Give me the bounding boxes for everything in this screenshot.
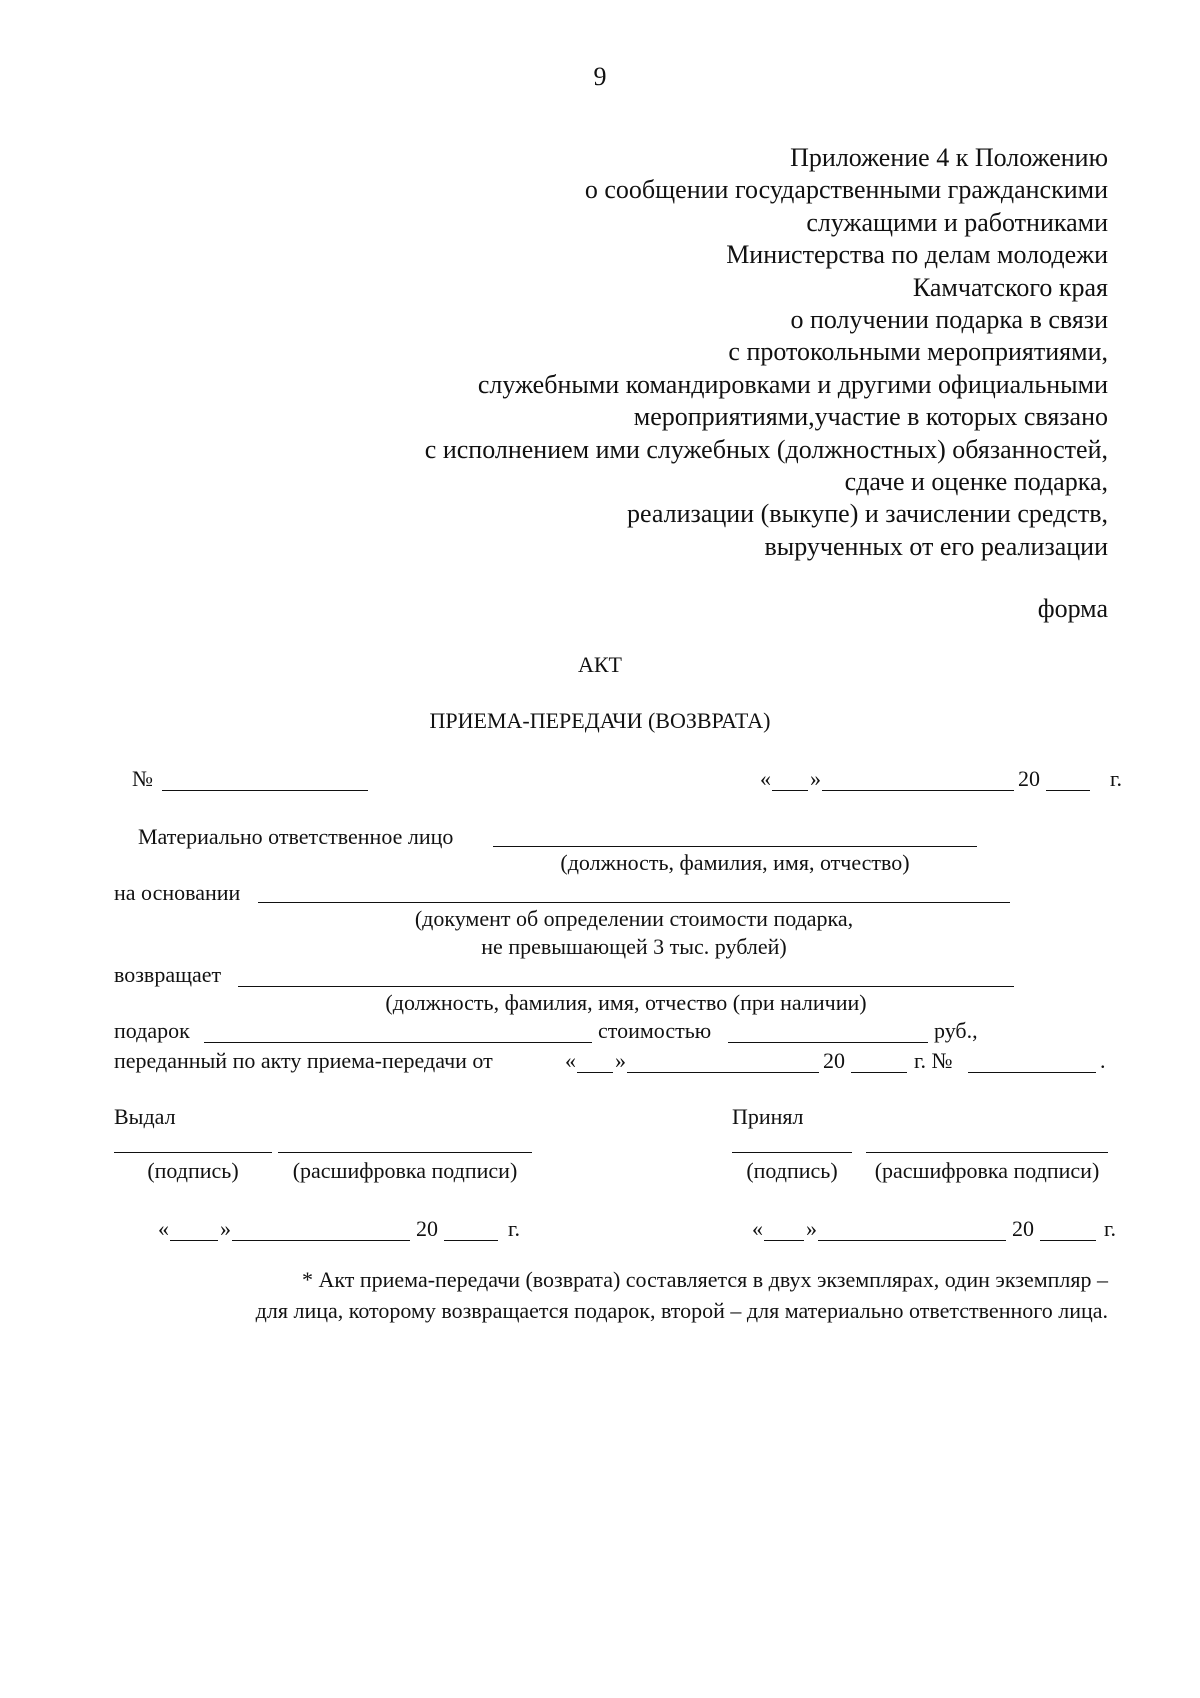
footnote	[256, 1264, 1108, 1326]
decoding-caption: (расшифровка подписи)	[874, 1158, 1100, 1183]
issued-label: Выдал	[114, 1104, 176, 1129]
received-month-field[interactable]	[818, 1240, 1006, 1241]
appendix-line: реализации (выкупе) и зачислении средств,	[627, 499, 1108, 529]
footnote-line: * Акт приема-передачи (возврата) составляется в двух экземплярах, один экземпляр –	[301, 1267, 1108, 1292]
received-day-field[interactable]	[764, 1240, 804, 1241]
gift-name-field[interactable]	[204, 1042, 592, 1043]
quote-close: »	[220, 1216, 231, 1241]
quote-close: »	[806, 1216, 817, 1241]
document-subtitle: ПРИЕМА-ПЕРЕДАЧИ (ВОЗВРАТА)	[429, 708, 771, 733]
appendix-line: Приложение 4 к Положению	[790, 143, 1108, 172]
appendix-line: с исполнением ими служебных (должностных) обязанностей,	[424, 434, 1108, 464]
received-signature-field[interactable]	[732, 1152, 852, 1153]
transfer-day-field[interactable]	[577, 1072, 613, 1073]
page-number: 9	[593, 62, 607, 91]
issued-month-field[interactable]	[232, 1240, 410, 1241]
transfer-act-number-field[interactable]	[968, 1072, 1096, 1073]
received-label: Принял	[732, 1104, 804, 1129]
signature-caption: (подпись)	[147, 1158, 239, 1183]
month-field[interactable]	[822, 790, 1014, 791]
appendix-line: вырученных от его реализации	[764, 531, 1108, 561]
transfer-month-field[interactable]	[627, 1072, 819, 1073]
year-suffix: г.	[508, 1216, 521, 1241]
appendix-line: о получении подарка в связи	[790, 305, 1108, 335]
transferred-label: переданный по акту приема-передачи от	[114, 1048, 493, 1073]
year-suffix: г.	[1110, 766, 1123, 791]
year-prefix: 20	[1012, 1216, 1034, 1241]
transfer-end: .	[1100, 1048, 1106, 1073]
quote-open: «	[752, 1216, 763, 1241]
year-field[interactable]	[1046, 790, 1090, 791]
appendix-line: служащими и работниками	[806, 207, 1108, 237]
quote-open: «	[158, 1216, 169, 1241]
basis-document-field[interactable]	[258, 902, 1010, 903]
cost-field[interactable]	[728, 1042, 928, 1043]
returning-person-field[interactable]	[238, 986, 1014, 987]
day-field[interactable]	[772, 790, 808, 791]
form-label: форма	[1037, 594, 1108, 623]
received-decoding-field[interactable]	[866, 1152, 1108, 1153]
year-prefix: 20	[416, 1216, 438, 1241]
number-sign: №	[132, 766, 153, 791]
act-number-field[interactable]	[162, 790, 368, 791]
appendix-line: служебными командировками и другими официальными	[477, 369, 1108, 399]
appendix-line: мероприятиями,участие в которых связано	[633, 402, 1108, 432]
transfer-year-field[interactable]	[851, 1072, 907, 1073]
year-prefix: 20	[1018, 766, 1040, 791]
basis-caption: (документ об определении стоимости подарка,	[414, 906, 854, 931]
appendix-line: Министерства по делам молодежи	[726, 240, 1108, 270]
transfer-number-label: г. №	[914, 1048, 953, 1073]
returns-caption: (должность, фамилия, имя, отчество (при наличии)	[385, 990, 867, 1015]
returns-label: возвращает	[114, 962, 222, 987]
quote-open: «	[760, 766, 771, 791]
transfer-year-prefix: 20	[823, 1048, 845, 1073]
responsible-person-field[interactable]	[493, 846, 977, 847]
year-suffix: г.	[1104, 1216, 1117, 1241]
currency-label: руб.,	[934, 1018, 978, 1043]
received-year-field[interactable]	[1040, 1240, 1096, 1241]
quote-close: »	[615, 1048, 626, 1073]
issued-year-field[interactable]	[444, 1240, 498, 1241]
signature-caption: (подпись)	[746, 1158, 838, 1183]
appendix-reference	[425, 142, 1108, 563]
basis-label: на основании	[114, 880, 241, 905]
document-title: АКТ	[578, 652, 622, 677]
issued-decoding-field[interactable]	[278, 1152, 532, 1153]
decoding-caption: (расшифровка подписи)	[292, 1158, 518, 1183]
appendix-line: сдаче и оценке подарка,	[844, 467, 1108, 497]
appendix-line: о сообщении государственными гражданскими	[584, 175, 1108, 205]
appendix-line: с протокольными мероприятиями,	[728, 337, 1108, 367]
responsible-caption: (должность, фамилия, имя, отчество)	[560, 850, 910, 875]
footnote-line: для лица, которому возвращается подарок, второй – для материально ответственного лица.	[255, 1298, 1108, 1323]
appendix-line: Камчатского края	[912, 272, 1108, 302]
issued-day-field[interactable]	[170, 1240, 218, 1241]
quote-close: »	[810, 766, 821, 791]
cost-label: стоимостью	[598, 1018, 712, 1043]
responsible-label: Материально ответственное лицо	[138, 824, 454, 849]
issued-signature-field[interactable]	[114, 1152, 272, 1153]
quote-open: «	[565, 1048, 576, 1073]
gift-label: подарок	[114, 1018, 190, 1043]
basis-caption: не превышающей 3 тыс. рублей)	[481, 934, 787, 959]
